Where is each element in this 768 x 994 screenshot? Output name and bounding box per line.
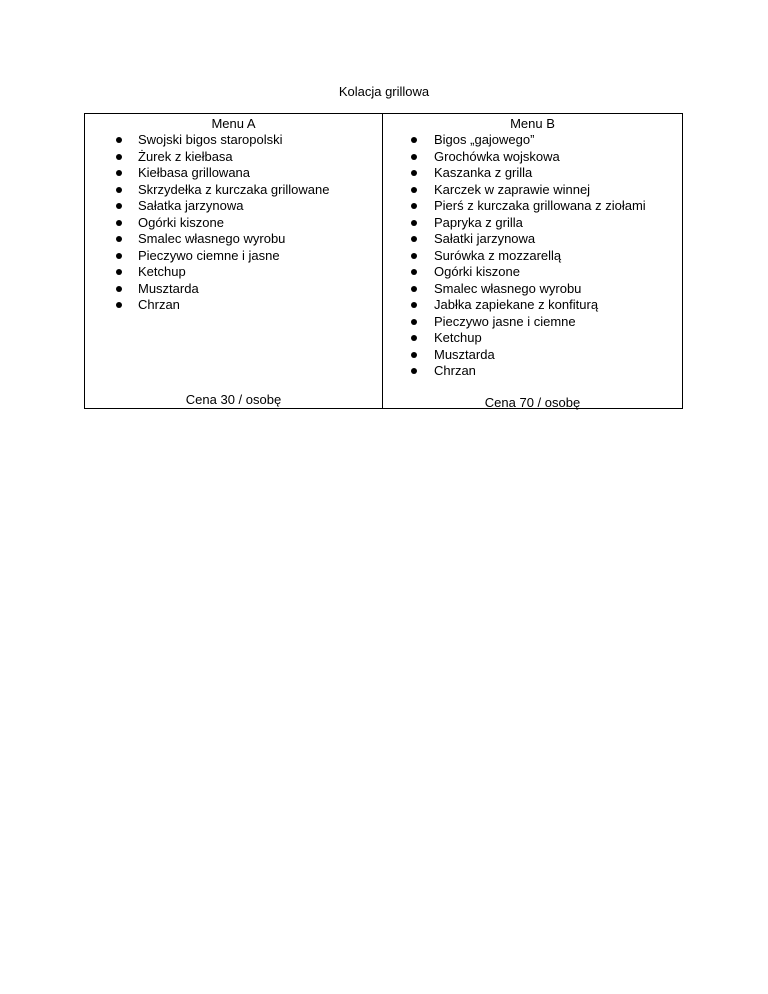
menu-item-label: Musztarda xyxy=(138,280,199,296)
menu-b-heading: Menu B xyxy=(510,116,555,131)
menu-item-label: Kiełbasa grillowana xyxy=(138,165,251,180)
bullet-icon xyxy=(411,302,417,308)
menu-a-price: Cena 30 / osobę xyxy=(185,392,282,407)
bullet-icon xyxy=(116,236,122,242)
bullet-icon xyxy=(411,203,417,209)
menu-item-label: Pieczywo jasne i ciemne xyxy=(434,313,576,329)
menu-item xyxy=(383,347,682,364)
menu-item-label: Pieczywo ciemne i jasne xyxy=(138,247,280,263)
bullet-icon xyxy=(411,154,417,160)
menu-item xyxy=(85,149,382,166)
menu-item xyxy=(383,363,682,380)
bullet-icon xyxy=(411,352,417,358)
bullet-icon xyxy=(116,154,122,160)
menu-a-column xyxy=(85,114,383,408)
menu-item-label: Ogórki kiszone xyxy=(138,214,224,230)
menu-item xyxy=(85,215,382,232)
bullet-icon xyxy=(411,269,417,275)
bullet-icon xyxy=(116,253,122,259)
bullet-icon xyxy=(116,302,122,308)
menu-item-label: Bigos „gajowego” xyxy=(434,132,535,147)
bullet-icon xyxy=(411,137,417,143)
menu-item xyxy=(383,182,682,199)
menu-b-price: Cena 70 / osobę xyxy=(484,395,581,410)
menu-item xyxy=(383,264,682,281)
menu-item xyxy=(85,231,382,248)
menu-item-label: Smalec własnego wyrobu xyxy=(138,231,286,246)
document-title: Kolacja grillowa xyxy=(338,84,430,99)
bullet-icon xyxy=(411,368,417,374)
menu-item-label: Sałatka jarzynowa xyxy=(138,198,244,213)
menu-item xyxy=(383,231,682,248)
menu-item xyxy=(383,248,682,265)
menu-item-label: Sałatki jarzynowa xyxy=(434,231,536,246)
menu-item xyxy=(85,165,382,182)
menu-item-label: Musztarda xyxy=(434,346,495,362)
menu-item-label: Swojski bigos staropolski xyxy=(138,132,283,147)
menu-item xyxy=(383,165,682,182)
menu-item-label: Skrzydełka z kurczaka grillowane xyxy=(138,181,330,197)
menu-item xyxy=(383,297,682,314)
menu-item-label: Jabłka zapiekane z konfiturą xyxy=(434,297,599,312)
menu-item xyxy=(383,149,682,166)
bullet-icon xyxy=(116,170,122,176)
bullet-icon xyxy=(116,203,122,209)
menu-item-label: Żurek z kiełbasa xyxy=(138,148,233,164)
menu-item-label: Chrzan xyxy=(434,363,476,378)
menu-item xyxy=(85,198,382,215)
menu-item-label: Ogórki kiszone xyxy=(434,264,520,279)
menu-item-label: Kaszanka z grilla xyxy=(434,165,533,180)
menu-item-label: Ketchup xyxy=(434,330,482,345)
menu-item-label: Smalec własnego wyrobu xyxy=(434,280,582,296)
menu-item-label: Pierś z kurczaka grillowana z ziołami xyxy=(434,198,646,213)
menu-item-label: Chrzan xyxy=(138,297,180,312)
menu-item xyxy=(383,281,682,298)
menu-item xyxy=(85,182,382,199)
menu-a-heading: Menu A xyxy=(211,116,256,131)
bullet-icon xyxy=(116,286,122,292)
bullet-icon xyxy=(116,220,122,226)
bullet-icon xyxy=(411,319,417,325)
bullet-icon xyxy=(411,286,417,292)
menu-b-column xyxy=(383,114,682,408)
menu-a-list xyxy=(85,132,382,314)
menu-item-label: Ketchup xyxy=(138,264,186,279)
menu-item-label: Grochówka wojskowa xyxy=(434,148,560,164)
menu-item xyxy=(383,330,682,347)
bullet-icon xyxy=(116,137,122,143)
bullet-icon xyxy=(116,269,122,275)
menu-b-list xyxy=(383,132,682,380)
menu-item xyxy=(383,314,682,331)
menu-table xyxy=(84,113,683,409)
menu-item xyxy=(85,281,382,298)
bullet-icon xyxy=(411,253,417,259)
menu-item-label: Surówka z mozzarellą xyxy=(434,247,562,263)
menu-item xyxy=(85,297,382,314)
menu-item xyxy=(85,248,382,265)
menu-item xyxy=(383,198,682,215)
bullet-icon xyxy=(411,170,417,176)
bullet-icon xyxy=(411,236,417,242)
bullet-icon xyxy=(411,220,417,226)
menu-item xyxy=(383,215,682,232)
menu-item xyxy=(383,132,682,149)
menu-item-label: Karczek w zaprawie winnej xyxy=(434,181,591,197)
menu-item xyxy=(85,264,382,281)
menu-item xyxy=(85,132,382,149)
bullet-icon xyxy=(411,335,417,341)
bullet-icon xyxy=(411,187,417,193)
menu-item-label: Papryka z grilla xyxy=(434,214,523,230)
bullet-icon xyxy=(116,187,122,193)
